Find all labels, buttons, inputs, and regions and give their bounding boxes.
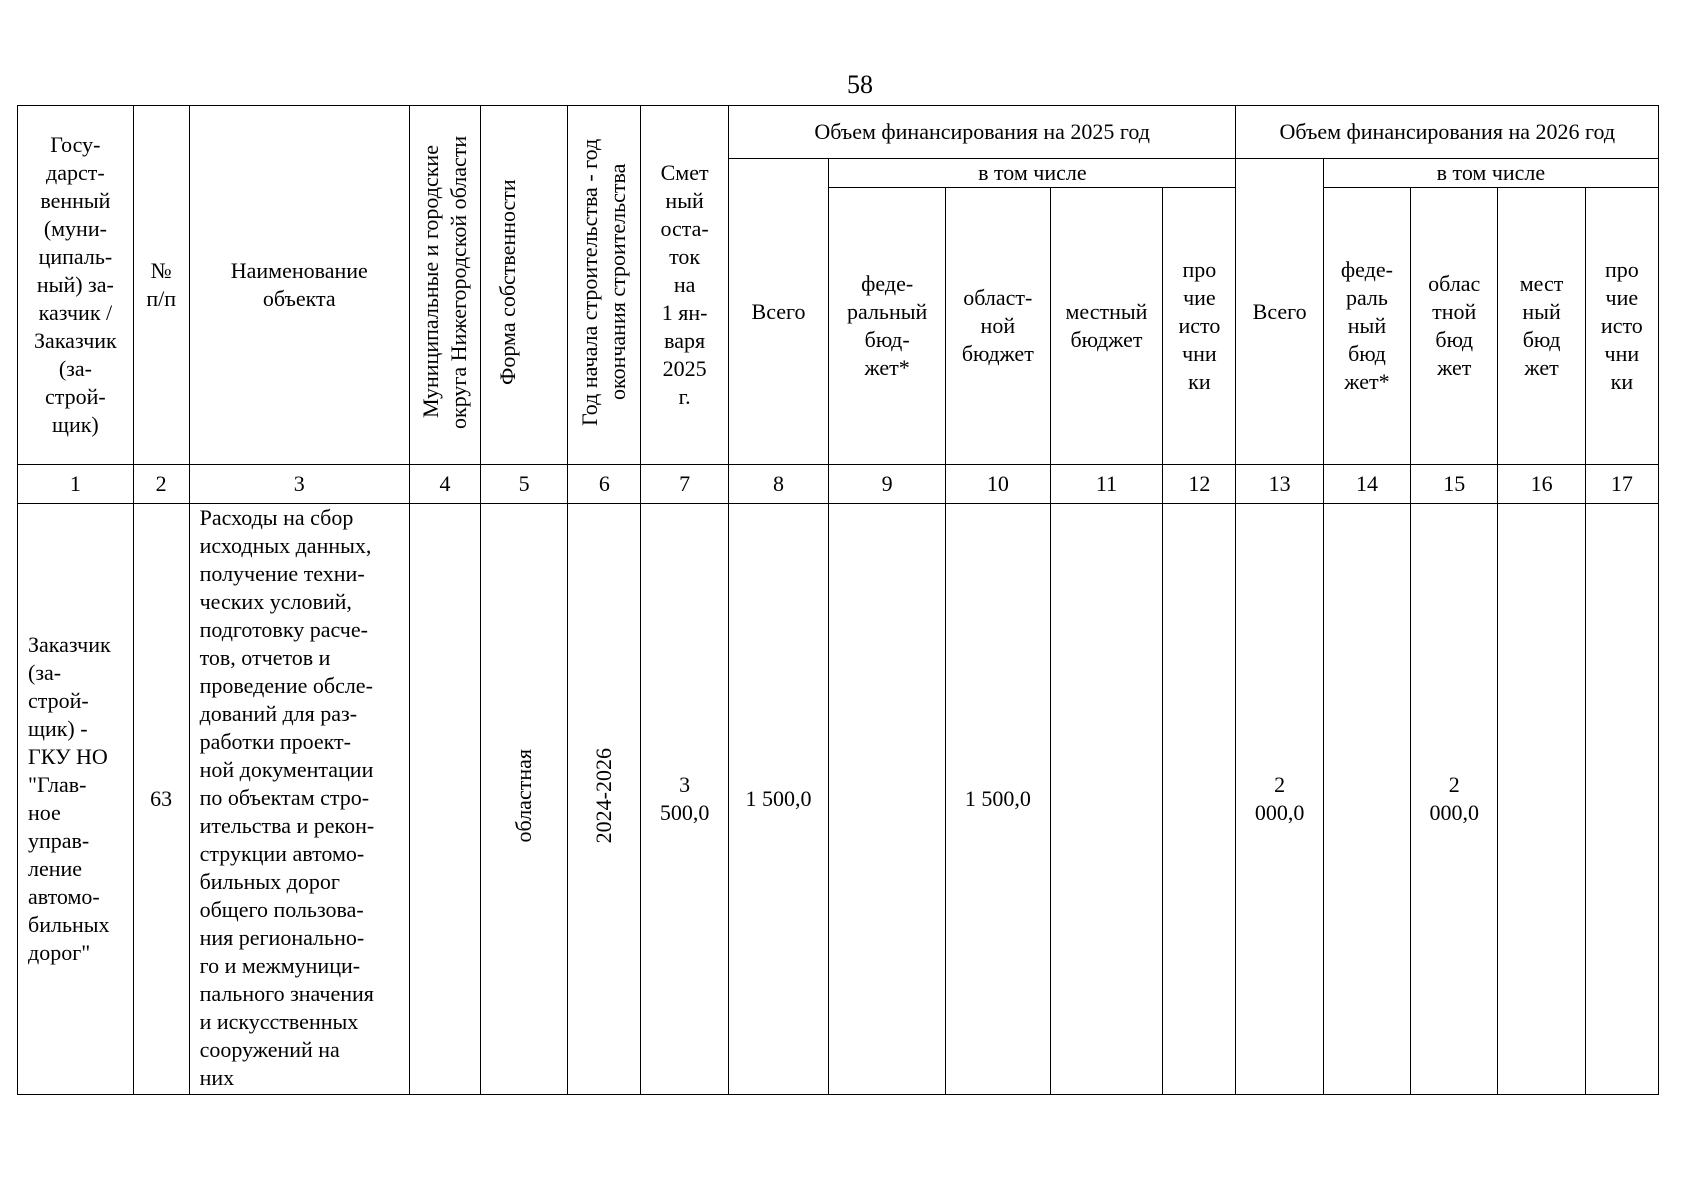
cell-total-2026: 2 000,0	[1236, 504, 1323, 1095]
column-number: 1	[18, 465, 134, 504]
header-federal-2026: феде- раль ный бюд жет*	[1323, 188, 1410, 465]
header-regional-2025: област- ной бюджет	[946, 188, 1051, 465]
cell-federal-2026	[1323, 504, 1410, 1095]
header-fin-2026: Объем финансирования на 2026 год	[1236, 106, 1659, 159]
header-federal-2025: феде- ральный бюд- жет*	[829, 188, 946, 465]
header-ownership-text: Форма собственности	[495, 178, 521, 385]
header-fin-2025: Объем финансирования на 2025 год	[728, 106, 1236, 159]
header-num: № п/п	[133, 106, 189, 465]
header-other-2025: про чие исто чни ки	[1163, 188, 1236, 465]
cell-municipal	[409, 504, 480, 1095]
header-object-name: Наименование объекта	[189, 106, 409, 465]
cell-regional-2025: 1 500,0	[946, 504, 1051, 1095]
cell-other-2025	[1163, 504, 1236, 1095]
column-number-row	[18, 465, 1659, 504]
header-municipal-text: Муниципальные и городские округа Нижегородской области	[417, 134, 471, 429]
financing-table	[17, 105, 1659, 1095]
cell-other-2026	[1585, 504, 1658, 1095]
column-number: 12	[1163, 465, 1236, 504]
cell-customer: Заказчик (за- строй- щик) - ГКУ НО "Глав- ное управ- ление автомо- бильных дорог"	[18, 504, 134, 1095]
cell-years-text: 2024-2026	[591, 747, 617, 844]
cell-object-name: Расходы на сбор исходных данных, получение техни- ческих условий, подготовку расче- тов, отчетов и проведение обсле- дований для раз- работки проект- ной документации по объектам стро- ительства и рекон- струкции автомо- бильных дорог общего пользова- ния регионально- го и межмуници- пального значения и искусственных сооружений на них	[189, 504, 409, 1095]
column-number: 11	[1050, 465, 1163, 504]
column-number: 13	[1236, 465, 1323, 504]
header-local-2026: мест ный бюд жет	[1498, 188, 1585, 465]
header-customer: Госу- дарст- венный (муни- ципаль- ный) за- казчик / Заказчик (за- строй- щик)	[18, 106, 134, 465]
column-number: 8	[728, 465, 829, 504]
column-number: 15	[1411, 465, 1498, 504]
column-number: 10	[946, 465, 1051, 504]
header-ownership	[481, 106, 568, 465]
cell-regional-2026: 2 000,0	[1411, 504, 1498, 1095]
column-number: 3	[189, 465, 409, 504]
column-number: 5	[481, 465, 568, 504]
cell-total-2025: 1 500,0	[728, 504, 829, 1095]
cell-local-2025	[1050, 504, 1163, 1095]
column-number: 17	[1585, 465, 1658, 504]
header-estimate-balance: Смет ный оста- ток на 1 ян- варя 2025 г.	[641, 106, 728, 465]
header-including-2026: в том числе	[1323, 159, 1658, 188]
cell-estimate-balance: 3 500,0	[641, 504, 728, 1095]
column-number: 9	[829, 465, 946, 504]
column-number: 14	[1323, 465, 1410, 504]
header-regional-2026: облас тной бюд жет	[1411, 188, 1498, 465]
column-number: 2	[133, 465, 189, 504]
cell-ownership-text: областная	[511, 748, 537, 843]
column-number: 16	[1498, 465, 1585, 504]
header-municipal	[409, 106, 480, 465]
cell-years	[568, 504, 641, 1095]
page-number: 58	[847, 70, 873, 99]
cell-num: 63	[133, 504, 189, 1095]
cell-federal-2025	[829, 504, 946, 1095]
cell-ownership	[481, 504, 568, 1095]
table-row	[18, 504, 1659, 1095]
header-total-2026: Всего	[1236, 159, 1323, 465]
cell-local-2026	[1498, 504, 1585, 1095]
header-years-text: Год начала строительства - год окончания строительства	[577, 137, 631, 426]
header-including-2025: в том числе	[829, 159, 1236, 188]
column-number: 6	[568, 465, 641, 504]
header-years	[568, 106, 641, 465]
column-number: 4	[409, 465, 480, 504]
header-local-2025: местный бюджет	[1050, 188, 1163, 465]
header-other-2026: про чие исто чни ки	[1585, 188, 1658, 465]
header-total-2025: Всего	[728, 159, 829, 465]
column-number: 7	[641, 465, 728, 504]
